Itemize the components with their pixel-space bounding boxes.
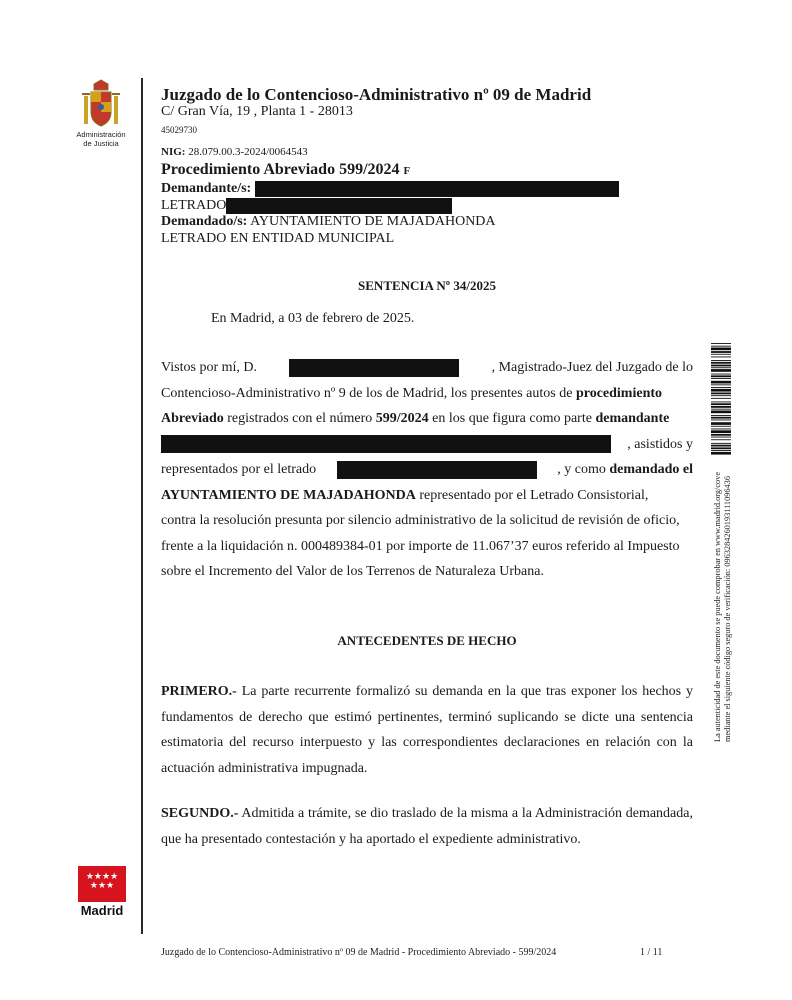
barcode-bar <box>711 351 731 353</box>
barcode-bar <box>711 403 731 405</box>
barcode-bar <box>711 422 731 425</box>
court-name: Juzgado de lo Contencioso-Administrativo nº 09 de Madrid <box>161 85 592 104</box>
plaintiff-label: Demandante/s: <box>161 181 252 196</box>
barcode-bar <box>711 409 731 410</box>
barcode-bar <box>711 445 731 447</box>
court-code: 45029730 <box>161 125 197 135</box>
para-line: contra la resolución presunta por silencio administrativo de la solicitud de revisión de oficio, <box>161 513 680 528</box>
barcode-bar <box>711 348 731 351</box>
barcode-bar <box>711 389 731 392</box>
redaction-letrado <box>337 461 537 479</box>
barcode-bar <box>711 360 731 361</box>
barcode-bar <box>711 437 731 438</box>
procedure-title: Procedimiento Abreviado 599/2024 F <box>161 161 411 178</box>
coat-label: Administración de Justicia <box>76 130 126 148</box>
barcode-bar <box>711 381 731 384</box>
barcode-bar <box>711 365 731 367</box>
barcode-bar <box>711 375 731 377</box>
date-line: En Madrid, a 03 de febrero de 2025. <box>211 311 415 326</box>
barcode-bar <box>711 387 731 388</box>
primero-label: PRIMERO.- <box>161 684 237 699</box>
segundo-paragraph: SEGUNDO.- Admitida a trámite, se dio traslado de la misma a la Administración demandada, que ha presentado contestación y ha aportado el expediente administrativo. <box>161 806 693 847</box>
barcode-bar <box>711 395 731 396</box>
redaction-parties <box>161 435 611 453</box>
sentence-title: SENTENCIA Nº 34/2025 <box>358 278 496 293</box>
procedure-suffix: F <box>403 165 411 177</box>
redaction-lawyer <box>226 198 452 214</box>
barcode-bar <box>711 357 731 358</box>
stars-icon: ★★★★ ★★★ <box>85 872 119 891</box>
plaintiff-lawyer-label: LETRADO <box>161 198 227 213</box>
barcode-bar <box>711 369 731 372</box>
redaction-judge <box>289 359 459 377</box>
barcode-bar <box>711 443 731 444</box>
verification-text: La autenticidad de este documento se puede comprobar en www.madrid.org/cove mediante el siguiente código seguro de verificación: 0963284260193111096436 <box>713 471 732 742</box>
barcode-bar <box>711 367 731 368</box>
barcode-bar <box>711 426 731 427</box>
defendant-value: AYUNTAMIENTO DE MAJADAHONDA <box>250 214 496 229</box>
barcode-bar <box>711 384 731 385</box>
barcode-bar <box>711 452 731 455</box>
barcode-bar <box>711 415 731 416</box>
barcode-bar <box>711 447 731 449</box>
nig-value: 28.079.00.3-2024/0064543 <box>188 146 308 158</box>
barcode-bar <box>711 420 731 421</box>
para-line: AYUNTAMIENTO DE MAJADAHONDA representado por el Letrado Consistorial, <box>161 487 649 503</box>
para-line: Abreviado registrados con el número 599/2024 en los que figura como parte demandante <box>161 411 670 426</box>
barcode <box>711 343 731 455</box>
court-address: C/ Gran Vía, 19 , Planta 1 - 28013 <box>161 104 353 119</box>
para-line: Contencioso-Administrativo nº 9 de los de Madrid, los presentes autos de procedimiento <box>161 385 663 401</box>
nig-label: NIG: <box>161 146 186 158</box>
barcode-bar <box>711 378 731 379</box>
section-title: ANTECEDENTES DE HECHO <box>337 633 517 648</box>
barcode-bar <box>711 430 731 433</box>
plaintiff-lawyer-line <box>161 197 452 214</box>
plaintiff-line <box>161 180 619 197</box>
para-line: sobre el Incremento del Valor de los Terrenos de Naturaleza Urbana. <box>161 564 544 579</box>
nig-line <box>161 146 308 158</box>
barcode-bar <box>711 439 731 440</box>
defendant-line <box>161 213 496 230</box>
barcode-bar <box>711 450 731 451</box>
barcode-bar <box>711 434 731 436</box>
para-line: representados por el letrado , y como demandado el <box>161 462 693 477</box>
barcode-bar <box>711 402 731 403</box>
barcode-bar <box>711 429 731 430</box>
para-line: Vistos por mí, D. , Magistrado-Juez del Juzgado de lo <box>161 360 693 375</box>
madrid-label: Madrid <box>80 903 124 918</box>
margin-rule <box>141 78 143 934</box>
barcode-bar <box>711 417 731 419</box>
segundo-label: SEGUNDO.- <box>161 806 239 821</box>
vistos-paragraph <box>161 355 693 585</box>
barcode-bar <box>711 354 731 355</box>
barcode-bar <box>711 411 731 414</box>
footer-text: Juzgado de lo Contencioso-Administrativo nº 09 de Madrid - Procedimiento Abreviado - 599/2024 <box>161 947 557 958</box>
defendant-lawyer: LETRADO EN ENTIDAD MUNICIPAL <box>161 231 395 246</box>
para-line: frente a la liquidación n. 000489384-01 por importe de 11.067’37 euros referido al Impuesto <box>161 538 680 554</box>
barcode-bar <box>711 343 731 344</box>
barcode-bar <box>711 374 731 375</box>
madrid-logo-icon <box>78 866 126 902</box>
defendant-label: Demandado/s: <box>161 214 248 229</box>
barcode-bar <box>711 393 731 395</box>
barcode-bar <box>711 406 731 408</box>
barcode-bar <box>711 346 731 347</box>
primero-paragraph: PRIMERO.- La parte recurrente formalizó su demanda en la que tras exponer los hechos y fundamentos de derecho que estimó pertinentes, terminó suplicando se dicte una sentencia estimatoria del recurso interpuesto y las correspondientes declaraciones en relación con la actuación administrativa impugnada. <box>161 684 693 776</box>
redaction-plaintiff <box>255 181 619 197</box>
page-number: 1 / 11 <box>640 947 663 958</box>
para-line: , asistidos y <box>161 432 693 458</box>
barcode-bar <box>711 398 731 399</box>
barcode-bar <box>711 362 731 364</box>
